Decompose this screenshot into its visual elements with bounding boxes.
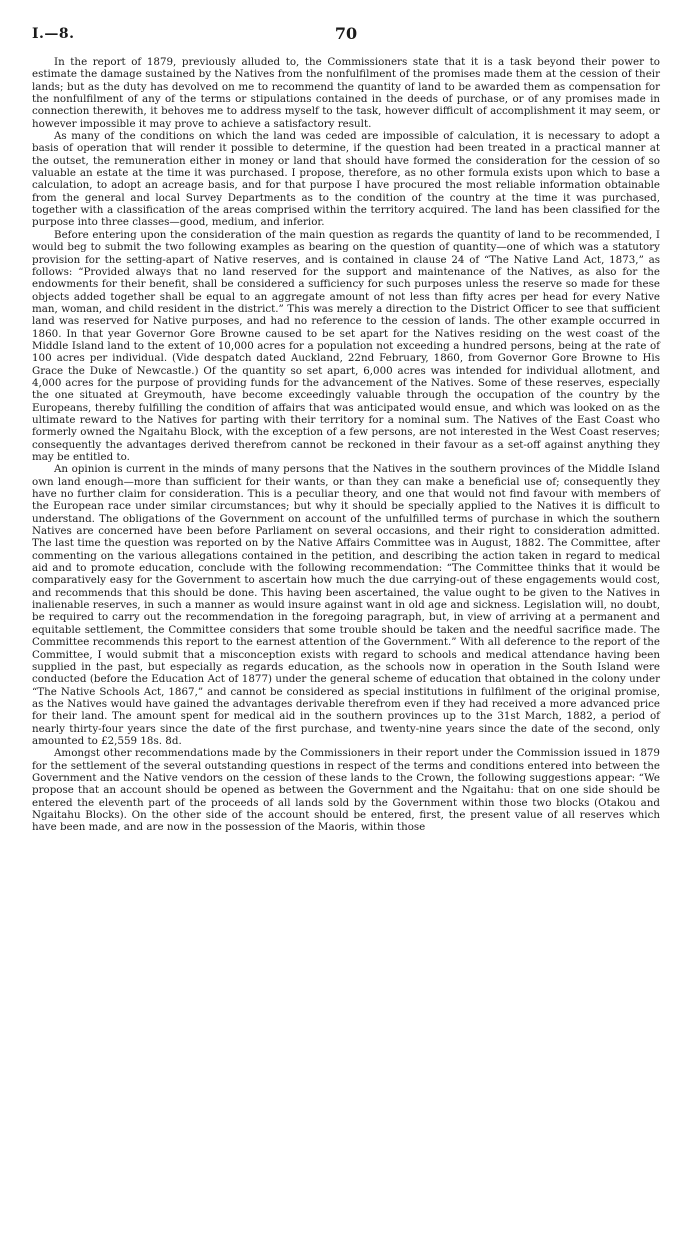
paragraph-4: An opinion is current in the minds of many persons that the Natives in the southern provinces of the Middle Island own land enough—more than sufficient for their wants, or than they can make a beneficial use of; consequently they have no further claim for consideration. This is a peculiar theory, and one that would not find favour with members of the European race under similar circumstances; but why it should be specially applied to the Natives it is difficult to understand. The obligations of the Government on account of the unfulfilled terms of purchase in which the southern Natives are concerned have been before Parliament on several occasions, and their right to consideration admitted. The last time the question was reported on by the Native Affairs Committee was in August, 1882. The Committee, after commenting on the various allegations contained in the petition, and describing the action taken in regard to medical aid and to promote education, conclude with the following recommendation: “The Committee thinks that it would be comparatively easy for the Government to ascertain how much the due carrying-out of these engagements would cost, and recommends that this should be done. This having been ascertained, the value ought to be given to the Natives in inalienable reserves, in such a manner as would insure against want in old age and sickness. Legislation will, no doubt, be required to carry out the recommendation in the foregoing paragraph, but, in view of arriving at a permanent and equitable settlement, the Committee considers that some trouble should be taken and the needful sacrifice made. The Committee recommends this report to the earnest attention of the Government.” With all deference to the report of the Committee, I would submit that a misconception exists with regard to schools and medical attendance having been supplied in the past, but especially as regards education, as the schools now in operation in the South Island were conducted (before the Education Act of 1877) under the general scheme of education that obtained in the colony under “The Native Schools Act, 1867,” and cannot be considered as special institutions in fulfilment of the original promise, as the Natives would have gained the advantages derivable therefrom even if they had received a more advanced price for their land. The amount spent for medical aid in the southern provinces up to the 31st March, 1882, a period of nearly thirty-four years since the date of the first purchase, and twenty-nine years since the date of the second, only amounted to £2,559 18s. 8d. (32, 463, 660, 747)
body-text (32, 56, 660, 834)
page-header (32, 24, 660, 56)
paragraph-5: Amongst other recommendations made by the Commissioners in their report under the Commission issued in 1879 for the settlement of the several outstanding questions in respect of the terms and conditions entered into between the Government and the Native vendors on the cession of these lands to the Crown, the following suggestions appear: “We propose that an account should be opened as between the Government and the Ngaitahu: that on one side should be entered the eleventh part of the proceeds of all lands sold by the Government within those two blocks (Otakou and Ngaitahu Blocks). On the other side of the account should be entered, first, the present value of all reserves which have been made, and are now in the possession of the Maoris, within those (32, 747, 660, 834)
paragraph-1: In the report of 1879, previously alluded to, the Commissioners state that it is a task beyond their power to estimate the damage sustained by the Natives from the nonfulfilment of the promises made them at the cession of their lands; but as the duty has devolved on me to recommend the quantity of land to be awarded them as compensation for the nonfulfilment of any of the terms or stipulations contained in the deeds of purchase, or of any promises made in connection therewith, it behoves me to address myself to the task, however difficult of accomplishment it may seem, or however impossible it may prove to achieve a satisfactory result. (32, 56, 660, 130)
document-reference: I.—8. (32, 26, 75, 42)
page-number: 70 (334, 24, 358, 43)
paragraph-2: As many of the conditions on which the land was ceded are impossible of calculation, it is necessary to adopt a basis of operation that will render it possible to determine, if the question had been treated in a practical manner at the outset, the remuneration either in money or land that should have formed the consideration for the cession of so valuable an estate at the time it was purchased. I propose, therefore, as no other formula exists upon which to base a calculation, to adopt an acreage basis, and for that purpose I have procured the most reliable information obtainable from the general and local Survey Departments as to the condition of the country at the time it was purchased, together with a classification of the areas comprised within the territory acquired. The land has been classified for the purpose into three classes—good, medium, and inferior. (32, 130, 660, 229)
paragraph-3: Before entering upon the consideration of the main question as regards the quantity of land to be recommended, I would beg to submit the two following examples as bearing on the question of quantity—one of which was a statutory provision for the setting-apart of Native reserves, and is contained in clause 24 of “The Native Land Act, 1873,” as follows: “Provided always that no land reserved for the support and maintenance of the Natives, as also for the endowments for their benefit, shall be considered a sufficiency for such purposes unless the reserve so made for these objects added together shall be equal to an aggregate amount of not less than fifty acres per head for every Native man, woman, and child resident in the district.” This was merely a direction to the District Officer to see that sufficient land was reserved for Native purposes, and had no reference to the cession of lands. The other example occurred in 1860. In that year Governor Gore Browne caused to be set apart for the Natives residing on the west coast of the Middle Island land to the extent of 10,000 acres for a population not exceeding a hundred persons, being at the rate of 100 acres per individual. (Vide despatch dated Auckland, 22nd February, 1860, from Governor Gore Browne to His Grace the Duke of Newcastle.) Of the quantity so set apart, 6,000 acres was intended for individual allotment, and 4,000 acres for the purpose of providing funds for the advancement of the Natives. Some of these reserves, especially the one situated at Greymouth, have become exceedingly valuable through the occupation of the country by the Europeans, thereby fulfilling the condition of affairs that was anticipated would ensue, and which was looked on as the ultimate reward to the Natives for parting with their territory for a nominal sum. The Natives of the East Coast who formerly owned the Ngaitahu Block, with the exception of a few persons, are not interested in the West Coast reserves; consequently the advantages derived therefrom cannot be reckoned in their favour as a set-off against anything they may be entitled to. (32, 228, 660, 463)
